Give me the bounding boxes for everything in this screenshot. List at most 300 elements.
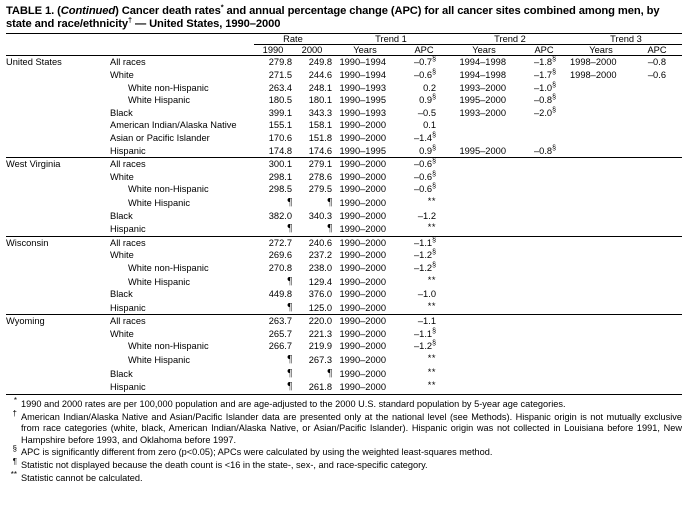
pilcrow-symbol: ¶ [327, 367, 332, 379]
trend2-years-cell [450, 315, 518, 328]
table-row [6, 94, 682, 107]
empty-sub-corner [6, 45, 106, 56]
group-header-rate: Rate [254, 34, 332, 45]
page-title [6, 2, 682, 31]
group-header-trend2: Trend 2 [450, 34, 570, 45]
trend1-apc-cell: –0.6§ [413, 68, 436, 80]
trend1-years-cell: 1990–2000 [339, 262, 386, 273]
trend2-apc-cell [518, 196, 570, 210]
rate-1990-cell: 298.1 [268, 171, 292, 182]
section-symbol-footnote-marker: § [432, 327, 436, 335]
trend3-years-cell [570, 367, 632, 381]
race-ethnicity-cell: White non-Hispanic [128, 341, 209, 352]
rate-1990-cell [254, 367, 292, 381]
trend1-years-cell: 1990–2000 [339, 341, 386, 352]
trend1-apc-cell: –1.2§ [413, 249, 436, 261]
table-row [6, 275, 682, 289]
table-row [6, 132, 682, 145]
trend1-apc-cell [398, 367, 450, 381]
table-row [6, 107, 682, 120]
table-row [6, 249, 682, 262]
trend3-apc-cell: –0.6 [647, 70, 666, 80]
race-ethnicity-cell: White [110, 171, 134, 182]
trend3-apc-cell [632, 119, 682, 132]
table-row [6, 145, 682, 158]
trend2-apc-cell: –0.8§ [533, 144, 556, 156]
trend1-years-cell: 1990–2000 [339, 382, 386, 393]
footnote-row [6, 470, 682, 484]
trend3-years-cell [570, 301, 632, 315]
trend2-apc-cell [518, 275, 570, 289]
section-symbol-footnote-marker: § [552, 56, 556, 64]
table-row [6, 69, 682, 82]
table-row [6, 288, 682, 301]
race-ethnicity-cell: White Hispanic [128, 95, 191, 106]
pilcrow-symbol: ¶ [287, 223, 292, 235]
trend2-apc-cell [518, 171, 570, 184]
state-name-cell-empty [6, 210, 106, 223]
rate-2000-cell: 244.6 [308, 70, 332, 80]
section-symbol-footnote-marker: § [432, 236, 436, 244]
section-symbol-footnote-marker: § [552, 68, 556, 76]
trend3-years-cell [570, 288, 632, 301]
trend2-years-cell [450, 367, 518, 381]
race-ethnicity-cell: All races [110, 159, 146, 170]
trend2-apc-cell [518, 340, 570, 353]
table-row [6, 236, 682, 249]
trend2-apc-cell: –0.8§ [533, 94, 556, 106]
trend2-years-cell: 1994–1998 [459, 57, 506, 68]
trend3-years-cell [570, 380, 632, 394]
trend2-years-cell: 1994–1998 [459, 70, 506, 80]
rate-2000-cell: 151.8 [308, 132, 332, 143]
rate-1990-cell: 272.7 [268, 237, 292, 248]
table-row [6, 353, 682, 367]
section-symbol-footnote-marker: § [552, 144, 556, 152]
state-name-cell: Wisconsin [6, 237, 49, 248]
rate-1990-cell: 449.8 [268, 289, 292, 300]
footnote-symbol [6, 408, 21, 423]
trend3-years-cell [570, 94, 632, 107]
column-header-trend3-years: Years [589, 45, 613, 56]
rate-1990-cell: 170.6 [268, 132, 292, 143]
rate-1990-cell: 300.1 [268, 159, 292, 170]
trend1-apc-cell [398, 353, 450, 367]
trend3-apc-cell [632, 315, 682, 328]
state-name-cell-empty [6, 301, 106, 315]
trend1-apc-cell: –1.1§ [413, 236, 436, 248]
trend1-apc-cell: –1.1§ [413, 327, 436, 339]
trend2-apc-cell [518, 236, 570, 249]
state-name-cell-empty [6, 275, 106, 289]
trend3-apc-cell [632, 380, 682, 394]
race-ethnicity-cell: White [110, 70, 134, 80]
rate-1990-cell: 399.1 [268, 107, 292, 118]
race-ethnicity-cell: All races [110, 57, 146, 68]
trend2-apc-cell [518, 210, 570, 223]
race-ethnicity-cell: Black [110, 368, 133, 379]
trend3-apc-cell [632, 301, 682, 315]
table-row [6, 158, 682, 171]
trend1-apc-cell: –1.0 [417, 289, 436, 300]
trend3-years-cell [570, 107, 632, 120]
section-symbol-footnote-marker: § [432, 68, 436, 76]
race-ethnicity-cell: Hispanic [110, 382, 146, 393]
rate-1990-cell: 263.4 [268, 82, 292, 93]
rate-2000-cell [292, 196, 332, 210]
rate-2000-cell: 278.6 [308, 171, 332, 182]
race-ethnicity-cell: Hispanic [110, 224, 146, 235]
rate-2000-cell [292, 367, 332, 381]
footnote-row [6, 408, 682, 446]
race-ethnicity-cell: White non-Hispanic [128, 262, 209, 273]
trend1-years-cell: 1990–2000 [339, 289, 386, 300]
trend3-years-cell [570, 249, 632, 262]
footnote-text: 1990 and 2000 rates are per 100,000 population and are age-adjusted to the 2000 U.S. standard population by 5-year age categories. [21, 398, 566, 409]
trend2-apc-cell [518, 301, 570, 315]
trend1-years-cell: 1990–2000 [339, 368, 386, 379]
section-symbol-footnote-marker: § [432, 340, 436, 348]
section-symbol-footnote-marker: § [432, 249, 436, 257]
trend1-apc-cell: –1.2 [417, 210, 436, 221]
trend1-apc-cell: –1.2§ [413, 261, 436, 273]
state-name-cell-empty [6, 249, 106, 262]
trend2-years-cell [450, 132, 518, 145]
trend1-years-cell: 1990–2000 [339, 184, 386, 195]
double-asterisk-symbol: ** [427, 300, 436, 311]
column-group-header-row [6, 34, 682, 45]
footnote-row [6, 457, 682, 471]
rate-2000-cell: 249.8 [308, 57, 332, 68]
trend1-years-cell: 1990–2000 [339, 250, 386, 261]
state-name-cell-empty [6, 367, 106, 381]
state-name-cell-empty [6, 107, 106, 120]
trend3-years-cell [570, 158, 632, 171]
trend1-apc-cell: –0.6§ [413, 158, 436, 170]
footnote-text: American Indian/Alaska Native and Asian/Pacific Islander data are presented only at the national level (see Methods). Hispanic origin is not mutually exclusive from race categories (white, black, American Indian/Alaska Native, or Asian/Pacific Islander). Hispanic origin was not collected in Louisiana before 1991, New Hampshire before 1993, and Oklahoma before 1997. [21, 411, 682, 445]
section-symbol-footnote-marker: § [432, 56, 436, 64]
rate-1990-cell [254, 275, 292, 289]
rate-1990-cell: 279.8 [268, 57, 292, 68]
trend1-years-cell: 1990–1994 [339, 70, 386, 80]
rate-2000-cell: 267.3 [308, 355, 332, 366]
trend3-apc-cell [632, 262, 682, 275]
rate-1990-cell: 270.8 [268, 262, 292, 273]
trend3-apc-cell [632, 145, 682, 158]
double-asterisk-symbol: ** [427, 195, 436, 206]
trend3-years-cell [570, 145, 632, 158]
rate-1990-cell: 174.8 [268, 145, 292, 156]
pilcrow-symbol: ¶ [287, 275, 292, 287]
trend3-apc-cell [632, 328, 682, 341]
trend1-apc-cell: –0.5 [417, 107, 436, 118]
trend2-years-cell [450, 288, 518, 301]
pilcrow-symbol: ¶ [327, 223, 332, 235]
trend2-years-cell [450, 210, 518, 223]
state-name-cell-empty [6, 82, 106, 95]
trend3-apc-cell [632, 288, 682, 301]
trend1-years-cell: 1990–1993 [339, 82, 386, 93]
column-header-trend2-apc: APC [534, 45, 554, 56]
trend1-years-cell: 1990–1995 [339, 145, 386, 156]
trend2-apc-cell [518, 380, 570, 394]
column-header-trend1-years: Years [353, 45, 377, 56]
state-name-cell-empty [6, 119, 106, 132]
state-name-cell: United States [6, 57, 62, 68]
trend2-years-cell [450, 119, 518, 132]
trend2-apc-cell [518, 353, 570, 367]
race-ethnicity-cell: White non-Hispanic [128, 184, 209, 195]
race-ethnicity-cell: White Hispanic [128, 276, 191, 287]
title-asterisk-footnote-marker: * [220, 2, 224, 12]
trend2-years-cell [450, 301, 518, 315]
table-row [6, 119, 682, 132]
pilcrow-symbol: ¶ [327, 196, 332, 208]
trend1-years-cell: 1990–1994 [339, 57, 386, 68]
rate-2000-cell [292, 222, 332, 236]
trend2-apc-cell [518, 222, 570, 236]
trend1-years-cell: 1990–2000 [339, 316, 386, 327]
section-symbol-footnote-marker: § [432, 144, 436, 152]
rate-2000-cell: 219.9 [308, 341, 332, 352]
rate-2000-cell: 248.1 [308, 82, 332, 93]
table-row [6, 262, 682, 275]
trend2-years-cell [450, 262, 518, 275]
table-row [6, 340, 682, 353]
title-mid2: and annual percentage change (APC) for all cancer sites combined among men, by state and race/ethnicity [6, 5, 660, 31]
rate-2000-cell: 125.0 [308, 302, 332, 313]
state-name-cell-empty [6, 328, 106, 341]
trend2-apc-cell [518, 367, 570, 381]
race-ethnicity-cell: Hispanic [110, 145, 146, 156]
trend2-years-cell [450, 158, 518, 171]
trend1-years-cell: 1990–2000 [339, 328, 386, 339]
trend2-years-cell [450, 340, 518, 353]
trend2-years-cell [450, 196, 518, 210]
state-name-cell-empty [6, 183, 106, 196]
footnote-text: Statistic cannot be calculated. [21, 473, 143, 484]
trend3-apc-cell [632, 196, 682, 210]
trend3-apc-cell [632, 222, 682, 236]
footnote-text: APC is significantly different from zero (p<0.05); APCs were calculated by using the weighted least-squares method. [21, 447, 493, 458]
trend1-apc-cell: –1.1 [417, 316, 436, 327]
trend1-apc-cell: –0.6§ [413, 170, 436, 182]
table-row [6, 210, 682, 223]
trend1-years-cell: 1990–2000 [339, 224, 386, 235]
trend3-years-cell [570, 196, 632, 210]
trend3-years-cell [570, 210, 632, 223]
double-asterisk-symbol: ** [427, 222, 436, 233]
trend3-years-cell: 1998–2000 [570, 70, 617, 80]
trend3-apc-cell [632, 249, 682, 262]
trend1-apc-cell: –1.4§ [413, 131, 436, 143]
trend2-years-cell [450, 328, 518, 341]
trend2-years-cell [450, 380, 518, 394]
title-suffix: — United States, 1990–2000 [131, 18, 281, 31]
footnote-row [6, 444, 682, 458]
trend3-apc-cell [632, 236, 682, 249]
section-symbol-footnote-marker: § [432, 158, 436, 166]
title-mid: ) Cancer death rates [115, 5, 221, 17]
trend1-apc-cell [398, 301, 450, 315]
empty-sub-corner-2 [106, 45, 254, 56]
table-row [6, 301, 682, 315]
state-name-cell-empty [6, 132, 106, 145]
section-symbol-footnote-marker: § [432, 170, 436, 178]
footnote-symbol-glyph: * [13, 395, 17, 405]
trend3-apc-cell [632, 158, 682, 171]
trend2-years-cell: 1993–2000 [459, 82, 506, 93]
trend3-apc-cell [632, 183, 682, 196]
section-symbol-footnote-marker: § [432, 261, 436, 269]
state-name-cell-empty [6, 196, 106, 210]
footnote-symbol [6, 470, 21, 484]
state-name-cell: West Virginia [6, 159, 61, 170]
rate-2000-cell: 180.1 [308, 95, 332, 106]
state-name-cell: Wyoming [6, 316, 45, 327]
trend1-apc-cell: –0.6§ [413, 183, 436, 195]
table-row [6, 315, 682, 328]
trend2-years-cell [450, 249, 518, 262]
double-asterisk-symbol: ** [427, 380, 436, 391]
trend3-years-cell [570, 236, 632, 249]
trend2-apc-cell [518, 132, 570, 145]
trend1-years-cell: 1990–2000 [339, 159, 386, 170]
trend2-years-cell: 1995–2000 [459, 145, 506, 156]
trend1-apc-cell [398, 380, 450, 394]
pilcrow-symbol: ¶ [287, 196, 292, 208]
table-row [6, 380, 682, 394]
state-name-cell-empty [6, 94, 106, 107]
section-symbol-footnote-marker: § [432, 94, 436, 102]
column-header-row [6, 45, 682, 56]
trend3-apc-cell [632, 94, 682, 107]
table-row [6, 56, 682, 69]
race-ethnicity-cell: White [110, 250, 134, 261]
pilcrow-symbol: ¶ [287, 301, 292, 313]
title-continued: Continued [60, 5, 116, 17]
rate-2000-cell: 237.2 [308, 250, 332, 261]
trend3-years-cell [570, 262, 632, 275]
trend3-years-cell [570, 353, 632, 367]
double-asterisk-symbol: ** [427, 366, 436, 377]
trend1-years-cell: 1990–2000 [339, 120, 386, 131]
title-dagger-footnote-marker: † [127, 15, 132, 25]
trend3-years-cell [570, 275, 632, 289]
rate-2000-cell: 340.3 [308, 210, 332, 221]
footnote-row [6, 395, 682, 410]
trend3-apc-cell [632, 107, 682, 120]
trend2-apc-cell [518, 288, 570, 301]
trend1-apc-cell [398, 222, 450, 236]
double-asterisk-symbol: ** [427, 274, 436, 285]
trend3-years-cell [570, 222, 632, 236]
table-row [6, 82, 682, 95]
trend1-apc-cell: 0.2 [423, 82, 436, 93]
trend3-years-cell [570, 328, 632, 341]
trend1-years-cell: 1990–1993 [339, 107, 386, 118]
trend1-apc-cell: –0.7§ [413, 56, 436, 68]
race-ethnicity-cell: White Hispanic [128, 355, 191, 366]
table-row [6, 171, 682, 184]
trend1-years-cell: 1990–2000 [339, 132, 386, 143]
rate-1990-cell [254, 301, 292, 315]
rate-2000-cell: 220.0 [308, 316, 332, 327]
trend3-years-cell [570, 119, 632, 132]
state-name-cell-empty [6, 288, 106, 301]
rate-2000-cell: 158.1 [308, 120, 332, 131]
rate-1990-cell: 269.6 [268, 250, 292, 261]
trend2-apc-cell: –1.7§ [533, 68, 556, 80]
trend2-years-cell: 1995–2000 [459, 95, 506, 106]
table-row [6, 196, 682, 210]
rate-1990-cell: 265.7 [268, 328, 292, 339]
race-ethnicity-cell: All races [110, 316, 146, 327]
group-header-trend1: Trend 1 [332, 34, 450, 45]
trend3-years-cell [570, 132, 632, 145]
trend1-apc-cell: 0.9§ [419, 94, 436, 106]
pilcrow-symbol: ¶ [287, 381, 292, 393]
footnote-symbol-glyph: ¶ [12, 457, 17, 467]
trend1-years-cell: 1990–2000 [339, 210, 386, 221]
race-ethnicity-cell: Black [110, 107, 133, 118]
race-ethnicity-cell: White Hispanic [128, 197, 191, 208]
rate-1990-cell: 263.7 [268, 316, 292, 327]
trend2-years-cell [450, 171, 518, 184]
trend2-apc-cell [518, 119, 570, 132]
state-name-cell-empty [6, 145, 106, 158]
trend2-years-cell [450, 222, 518, 236]
table-row [6, 183, 682, 196]
rate-1990-cell: 382.0 [268, 210, 292, 221]
trend1-years-cell: 1990–1995 [339, 95, 386, 106]
trend1-apc-cell: 0.9§ [419, 144, 436, 156]
rate-1990-cell [254, 222, 292, 236]
column-header-rate-2000: 2000 [301, 45, 323, 56]
rate-1990-cell [254, 196, 292, 210]
trend2-years-cell [450, 236, 518, 249]
rate-1990-cell: 266.7 [268, 341, 292, 352]
trend2-years-cell [450, 183, 518, 196]
pilcrow-symbol: ¶ [287, 367, 292, 379]
race-ethnicity-cell: American Indian/Alaska Native [110, 120, 237, 131]
table-row [6, 222, 682, 236]
column-header-trend3-apc: APC [647, 45, 667, 56]
race-ethnicity-cell: White [110, 328, 134, 339]
section-symbol-footnote-marker: § [432, 183, 436, 191]
state-name-cell-empty [6, 353, 106, 367]
race-ethnicity-cell: All races [110, 237, 146, 248]
trend1-years-cell: 1990–2000 [339, 197, 386, 208]
trend3-apc-cell [632, 367, 682, 381]
rate-1990-cell: 155.1 [268, 120, 292, 131]
race-ethnicity-cell: Asian or Pacific Islander [110, 132, 210, 143]
rate-2000-cell: 376.0 [308, 289, 332, 300]
trend3-years-cell [570, 171, 632, 184]
column-header-trend1-apc: APC [414, 45, 434, 56]
column-header-trend2-years: Years [472, 45, 496, 56]
state-name-cell-empty [6, 69, 106, 82]
rate-2000-cell: 129.4 [308, 276, 332, 287]
state-name-cell-empty [6, 262, 106, 275]
trend2-apc-cell [518, 262, 570, 275]
trend3-apc-cell [632, 210, 682, 223]
section-symbol-footnote-marker: § [552, 94, 556, 102]
trend2-years-cell [450, 275, 518, 289]
trend1-years-cell: 1990–2000 [339, 237, 386, 248]
state-name-cell-empty [6, 380, 106, 394]
table-row [6, 367, 682, 381]
